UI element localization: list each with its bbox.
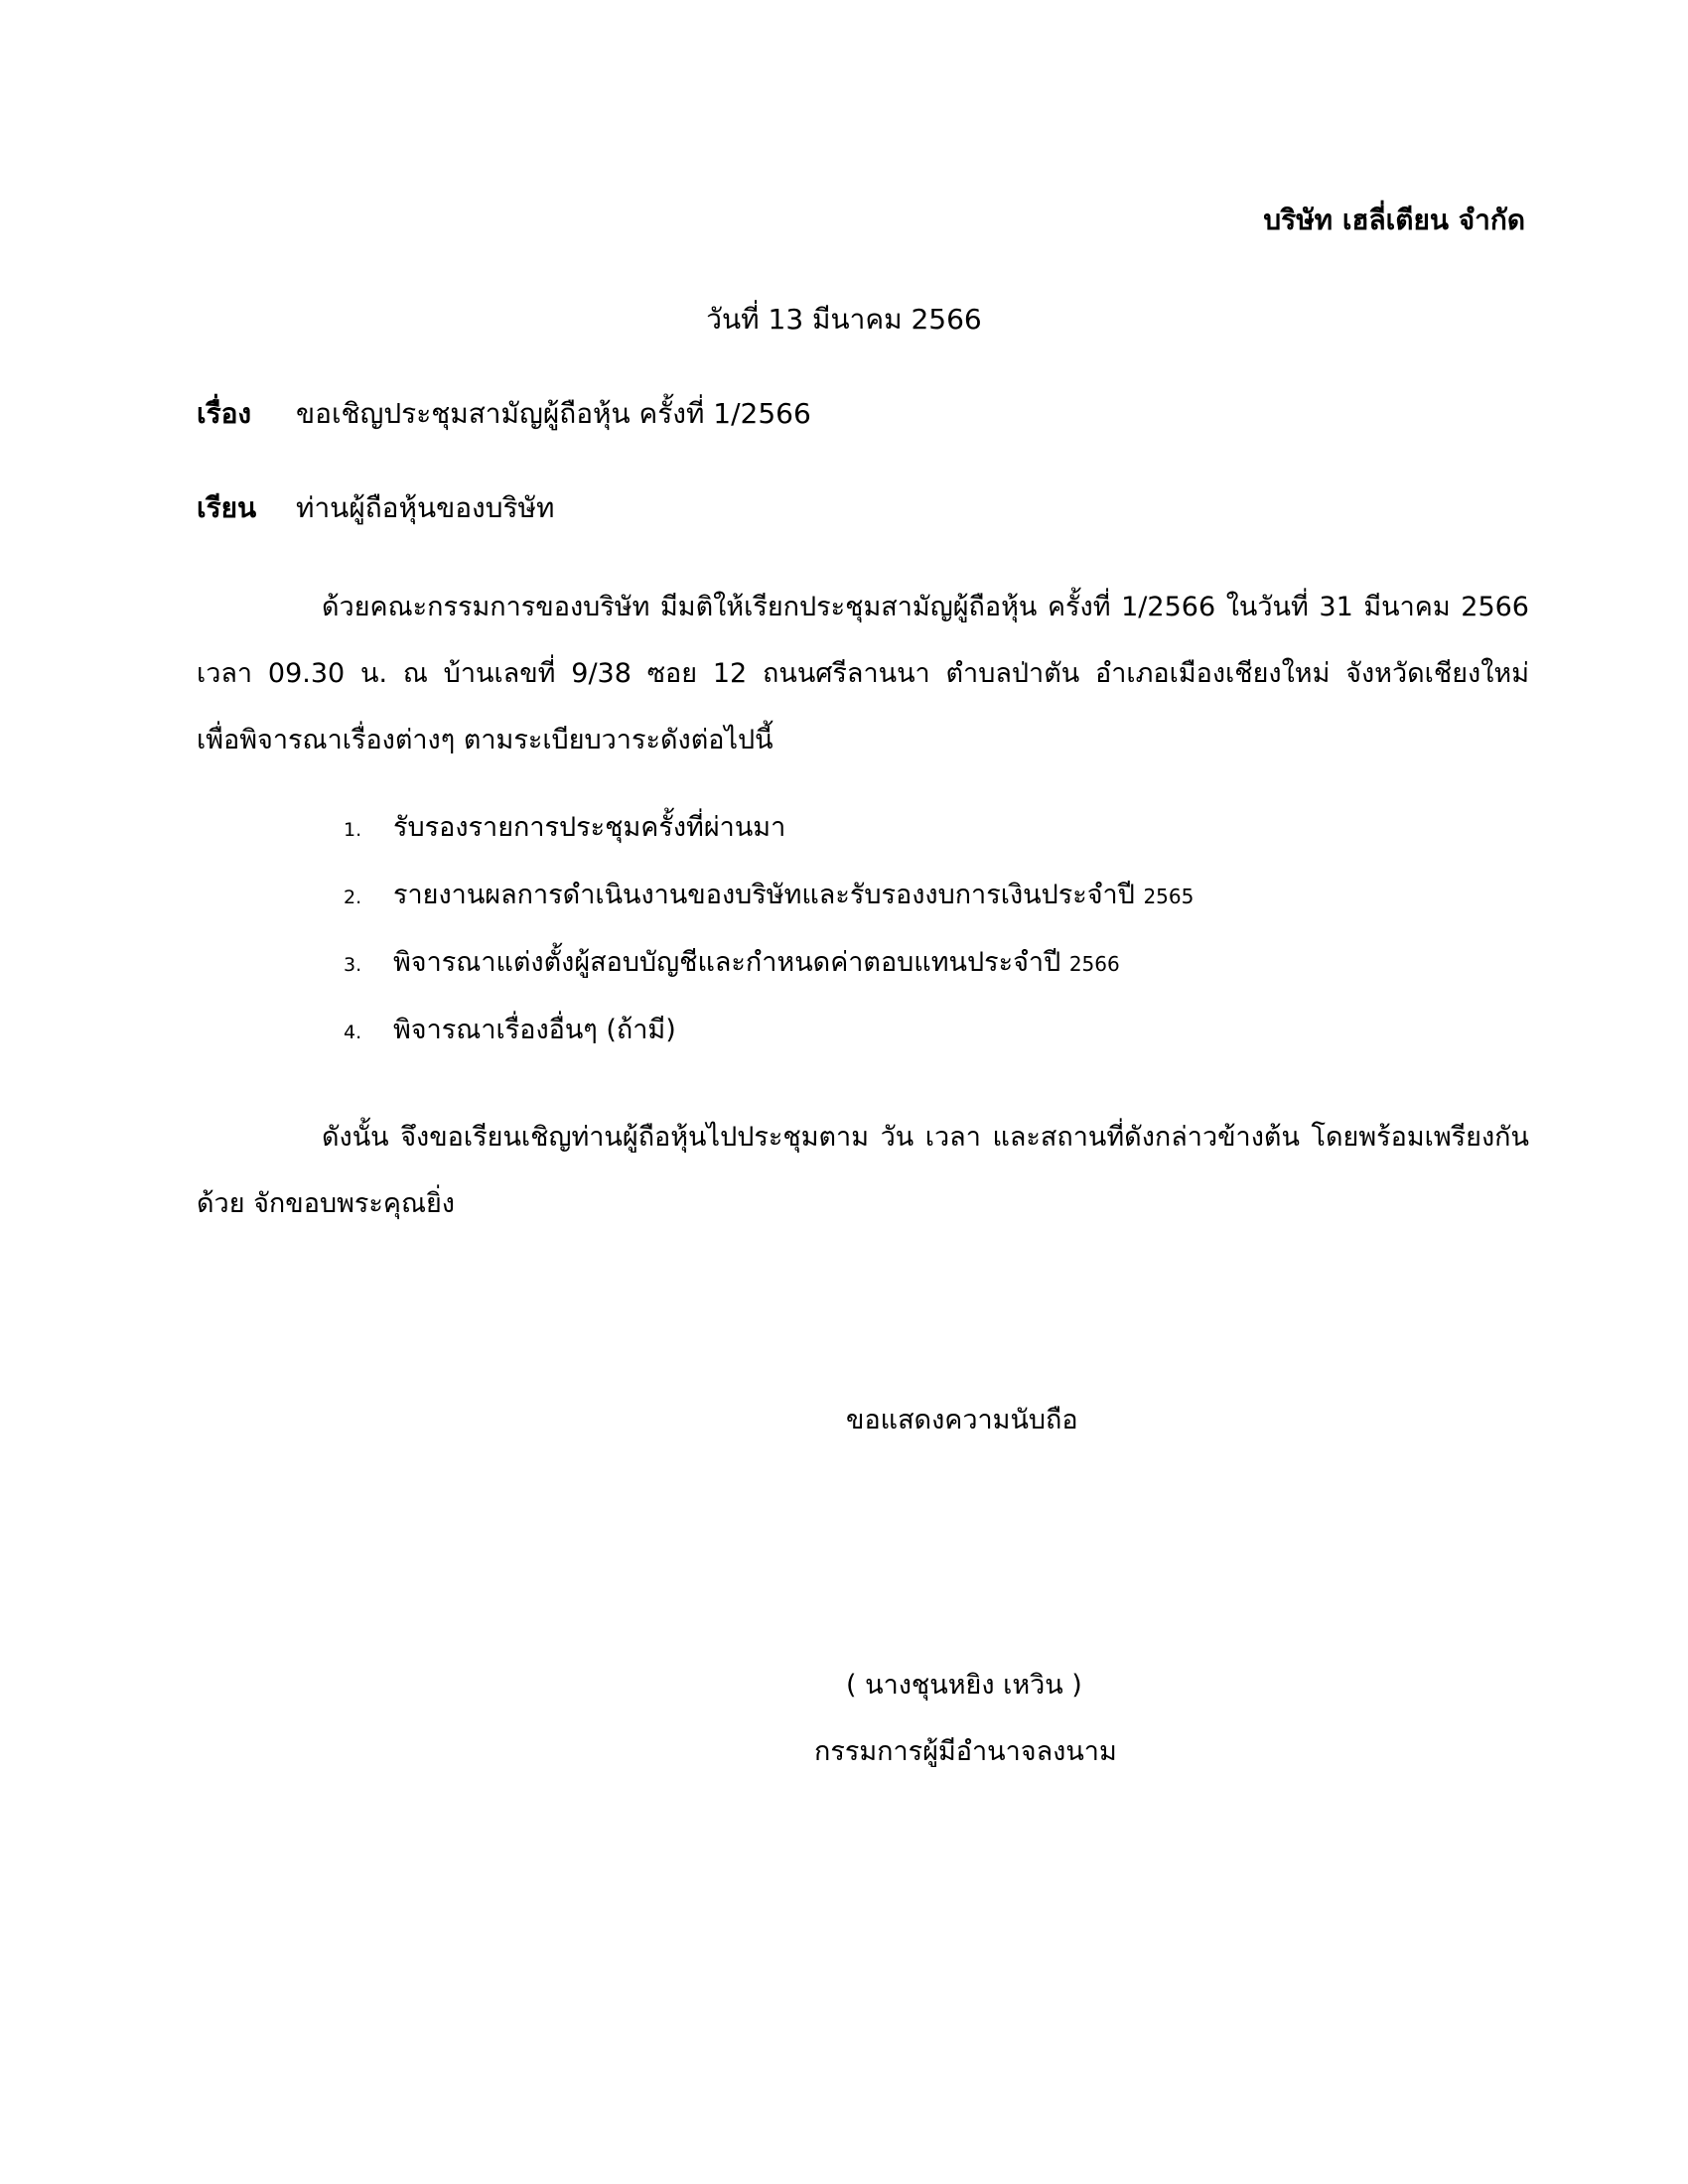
paragraph-line: เพื่อพิจารณาเรื่องต่างๆ ตามระเบียบวาระดังต่อไปนี้ — [197, 725, 774, 755]
paragraph-line: ด้วย จักขอบพระคุณยิ่ง — [197, 1188, 455, 1219]
agenda-text: พิจารณาแต่งตั้งผู้สอบบัญชีและกำหนดค่าตอบแทนประจำปี — [393, 947, 1069, 978]
subject-text: ขอเชิญประชุมสามัญผู้ถือหุ้น ครั้งที่ 1/2566 — [296, 397, 811, 430]
closing-salutation: ขอแสดงความนับถือ — [846, 1405, 1078, 1435]
agenda-item — [344, 929, 1194, 997]
subject-label: เรื่อง — [197, 397, 252, 430]
body-paragraph-2 — [197, 1104, 1529, 1237]
company-name: บริษัท เฮลี่เตียน จำกัด — [1263, 204, 1525, 236]
agenda-list — [344, 794, 1194, 1064]
agenda-item — [344, 862, 1194, 929]
agenda-number: 4. — [344, 1022, 362, 1043]
recipient-line — [197, 486, 554, 530]
agenda-item — [344, 997, 1194, 1064]
body-paragraph-1 — [197, 574, 1529, 773]
paragraph-line: ด้วยคณะกรรมการของบริษัท มีมติให้เรียกประชุมสามัญผู้ถือหุ้น ครั้งที่ 1/2566 ในวันที่ 31 มีนาคม 2566 — [322, 592, 1529, 622]
agenda-item — [344, 794, 1194, 862]
paragraph-line: ดังนั้น จึงขอเรียนเชิญท่านผู้ถือหุ้นไปประชุมตาม วัน เวลา และสถานที่ดังกล่าวข้างต้น โดยพร้อมเพรียงกัน — [322, 1122, 1529, 1153]
signer-name: ( นางชุนหยิง เหวิน ) — [846, 1670, 1082, 1701]
signer-position: กรรมการผู้มีอำนาจลงนาม — [814, 1736, 1117, 1767]
letter-date: วันที่ 13 มีนาคม 2566 — [706, 303, 982, 336]
recipient-label: เรียน — [197, 491, 257, 524]
agenda-number: 3. — [344, 954, 362, 976]
agenda-text: พิจารณาเรื่องอื่นๆ (ถ้ามี) — [393, 1015, 676, 1045]
agenda-year: 2566 — [1068, 952, 1120, 976]
agenda-text: รับรองรายการประชุมครั้งที่ผ่านมา — [393, 812, 786, 843]
agenda-number: 1. — [344, 819, 362, 841]
agenda-number: 2. — [344, 887, 362, 908]
paragraph-line: เวลา 09.30 น. ณ บ้านเลขที่ 9/38 ซอย 12 ถนนศรีลานนา ตำบลป่าตัน อำเภอเมืองเชียงใหม่ จังหวัดเชียงใหม่ — [197, 658, 1529, 689]
subject-line — [197, 392, 811, 436]
agenda-text: รายงานผลการดำเนินงานของบริษัทและรับรองงบการเงินประจำปี — [393, 880, 1144, 910]
agenda-year: 2565 — [1143, 885, 1195, 908]
recipient-text: ท่านผู้ถือหุ้นของบริษัท — [296, 491, 555, 524]
